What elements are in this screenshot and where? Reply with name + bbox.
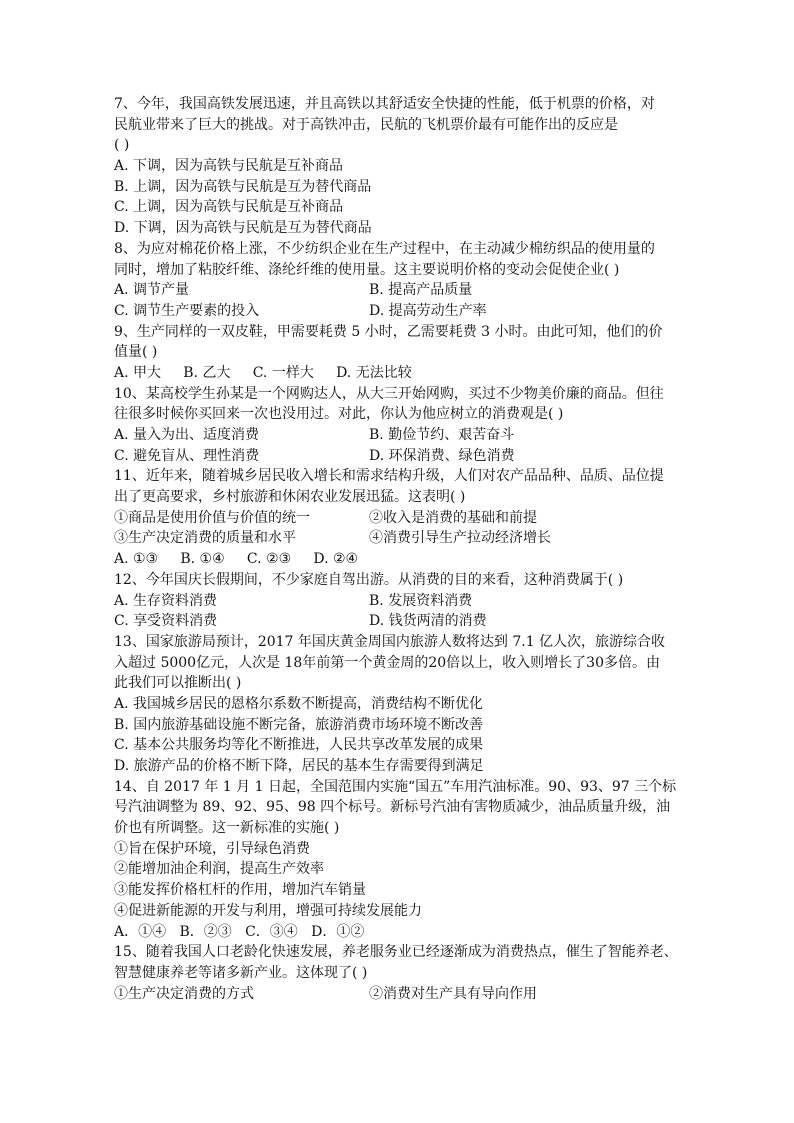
question-10	[114, 384, 684, 467]
question-stem-line: 价也有所调整。这一新标准的实施( )	[114, 820, 340, 837]
question-15	[114, 942, 684, 1004]
question-stem-line: 11、近年来，随着城乡居民收入增长和需求结构升级，人们对农产品品种、品质、品位提	[114, 468, 664, 485]
statement-2: ②能增加油企利润，提高生产效率	[114, 861, 324, 878]
question-13	[114, 632, 684, 777]
option-c: C. 基本公共服务均等化不断推进，人民共享改革发展的成果	[114, 737, 484, 754]
exam-page	[114, 94, 684, 1004]
option-c: C. 避免盲从、理性消费	[114, 447, 260, 464]
statement-1: ①商品是使用价值与价值的统一	[114, 509, 310, 526]
options-line: A. 甲大 B. 乙大 C. 一样大 D. 无法比较	[114, 364, 412, 381]
question-stem-line: 此我们可以推断出( )	[114, 675, 242, 692]
option-d: D. 钱货两清的消费	[369, 613, 487, 630]
question-stem-line: 值量( )	[114, 344, 158, 361]
question-stem-line: 智慧健康养老等诸多新产业。这体现了( )	[114, 964, 368, 981]
question-stem-line: 13、国家旅游局预计，2017 年国庆黄金周国内旅游人数将达到 7.1 亿人次，旅游综合收	[114, 633, 666, 650]
question-stem-line: 8、为应对棉花价格上涨，不少纺织企业在生产过程中，在主动减少棉纺织品的使用量的	[114, 240, 655, 257]
question-stem-line: 同时，增加了粘胶纤维、涤纶纤维的使用量。这主要说明价格的变动会促使企业( )	[114, 261, 620, 278]
option-d: D. 下调，因为高铁与民航是互为替代商品	[114, 220, 372, 237]
statement-3: ③能发挥价格杠杆的作用，增加汽车销量	[114, 882, 366, 899]
option-row	[114, 280, 684, 301]
option-a: A. 下调，因为高铁与民航是互补商品	[114, 158, 344, 175]
question-stem-line: 12、今年国庆长假期间，不少家庭自驾出游。从消费的目的来看，这种消费属于( )	[114, 571, 624, 588]
question-11	[114, 466, 684, 569]
option-c: C. 享受资料消费	[114, 613, 218, 630]
option-d: D. 提高劳动生产率	[369, 302, 487, 319]
question-stem-line: 9、生产同样的一双皮鞋，甲需要耗费 5 小时，乙需要耗费 3 小时。由此可知，他们的价	[114, 323, 663, 340]
statement-row	[114, 528, 684, 549]
question-stem-line: 7、今年，我国高铁发展迅速，并且高铁以其舒适安全快捷的性能，低于机票的价格，对	[114, 96, 655, 112]
option-b: B. 提高产品质量	[369, 282, 473, 299]
statement-1: ①旨在保护环境，引导绿色消费	[114, 840, 310, 857]
question-stem-line: 15、随着我国人口老龄化快速发展，养老服务业已经逐渐成为消费热点，催生了智能养老、	[114, 944, 678, 961]
statement-4: ④促进新能源的开发与利用，增强可持续发展能力	[114, 902, 422, 919]
option-c: C. 上调，因为高铁与民航是互补商品	[114, 199, 344, 216]
option-c: C. 调节生产要素的投入	[114, 302, 260, 319]
option-d: D. 旅游产品的价格不断下降，居民的基本生存需要得到满足	[114, 758, 484, 774]
question-12	[114, 570, 684, 632]
question-14	[114, 777, 684, 943]
option-b: B. 国内旅游基础设施不断完备，旅游消费市场环境不断改善	[114, 716, 484, 733]
question-stem-line: 往很多时候你买回来一次也没用过。对此，你认为他应树立的消费观是( )	[114, 406, 564, 423]
options-line: A．①④ B．②③ C．③④ D．①②	[114, 923, 365, 940]
option-a: A. 我国城乡居民的恩格尔系数不断提高，消费结构不断优化	[114, 695, 484, 712]
option-b: B. 上调，因为高铁与民航是互为替代商品	[114, 178, 372, 195]
question-stem-line: 号汽油调整为 89、92、95、98 四个标号。新标号汽油有害物质减少，油品质量升级，油	[114, 799, 671, 816]
option-row	[114, 611, 684, 632]
question-stem-line: 民航业带来了巨大的挑战。对于高铁冲击，民航的飞机票价最有可能作出的反应是	[114, 116, 618, 133]
question-8	[114, 239, 684, 322]
question-stem-line: 10、某高校学生孙某是一个网购达人，从大三开始网购，买过不少物美价廉的商品。但往	[114, 385, 664, 402]
answer-blank: ( )	[114, 137, 130, 154]
question-9	[114, 322, 684, 384]
option-d: D. 环保消费、绿色消费	[369, 447, 515, 464]
statement-row	[114, 984, 684, 1005]
statement-3: ③生产决定消费的质量和水平	[114, 530, 296, 547]
options-line: A. ①③ B. ①④ C. ②③ D. ②④	[114, 551, 359, 568]
statement-2: ②消费对生产具有导向作用	[369, 985, 537, 1002]
option-row	[114, 446, 684, 467]
option-a: A. 调节产量	[114, 282, 190, 299]
option-row	[114, 425, 684, 446]
option-b: B. 发展资料消费	[369, 592, 473, 609]
question-stem-line: 入超过 5000亿元，人次是 18年前第一个黄金周的20倍以上，收入则增长了30多倍。由	[114, 654, 660, 671]
question-7	[114, 94, 684, 239]
option-row	[114, 591, 684, 612]
option-a: A. 量入为出、适度消费	[114, 427, 260, 443]
question-stem-line: 出了更高要求，乡村旅游和休闲农业发展迅猛。这表明( )	[114, 489, 466, 506]
option-a: A. 生存资料消费	[114, 592, 218, 609]
statement-row	[114, 508, 684, 529]
option-b: B. 勤俭节约、艰苦奋斗	[369, 427, 515, 443]
statement-1: ①生产决定消费的方式	[114, 985, 254, 1002]
question-stem-line: 14、自 2017 年 1 月 1 日起，全国范围内实施“国五”车用汽油标准。90、93、97 三个标	[114, 778, 677, 795]
option-row	[114, 301, 684, 322]
statement-4: ④消费引导生产拉动经济增长	[369, 530, 551, 547]
statement-2: ②收入是消费的基础和前提	[369, 509, 537, 526]
